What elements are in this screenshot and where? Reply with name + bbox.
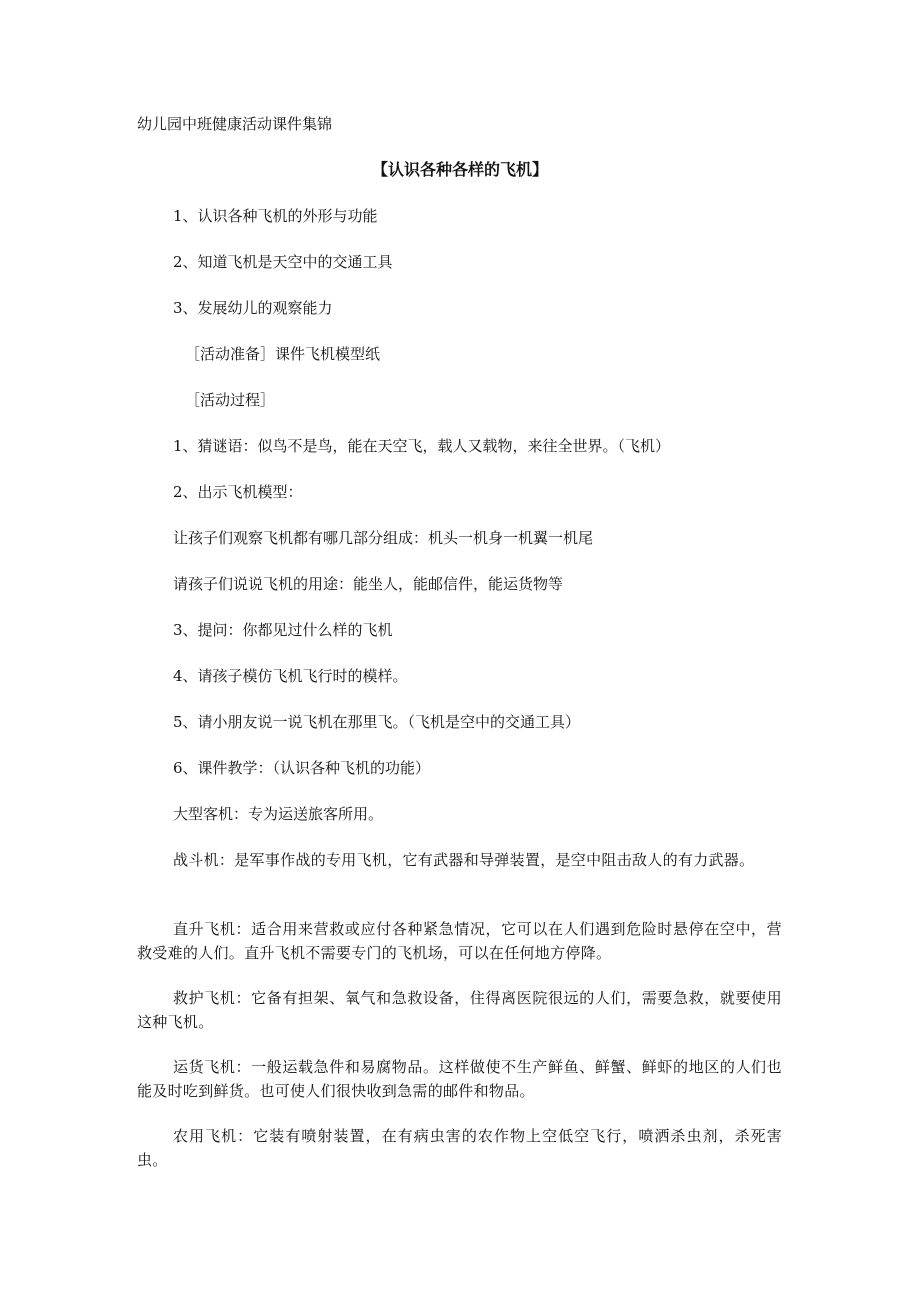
helicopter-paragraph: 直升飞机：适合用来营救或应付各种紧急情况，它可以在人们遇到危险时悬停在空中，营救受难的人们。直升飞机不需要专门的飞机场，可以在任何地方停降。	[137, 920, 782, 962]
goal-1: 1、认识各种飞机的外形与功能	[173, 207, 378, 225]
goal-2: 2、知道飞机是天空中的交通工具	[173, 253, 393, 271]
ambulance-plane-paragraph: 救护飞机：它备有担架、氧气和急救设备，住得离医院很远的人们，需要急救，就要使用这种飞机。	[137, 989, 782, 1031]
step-6-courseware: 6、课件教学：（认识各种飞机的功能）	[173, 759, 431, 777]
step-5-where: 5、请小朋友说一说飞机在那里飞。（飞机是空中的交通工具）	[173, 713, 581, 731]
step-2-model: 2、出示飞机模型：	[173, 483, 303, 501]
step-4-imitate: 4、请孩子模仿飞机飞行时的模样。	[173, 667, 408, 685]
document-title: 幼儿园中班健康活动课件集锦	[137, 115, 333, 133]
activity-preparation: ［活动准备］课件飞机模型纸	[185, 345, 381, 363]
cargo-plane-paragraph: 运货飞机：一般运载急件和易腐物品。这样做使不生产鲜鱼、鲜蟹、鲜虾的地区的人们也能及时吃到鲜货。也可使人们很快收到急需的邮件和物品。	[137, 1058, 782, 1100]
activity-process-label: ［活动过程］	[185, 391, 276, 409]
discuss-uses: 请孩子们说说飞机的用途：能坐人，能邮信件，能运货物等	[173, 575, 564, 593]
step-1-riddle: 1、猜谜语：似鸟不是鸟，能在天空飞，载人又载物，来往全世界。（飞机）	[173, 437, 671, 455]
fighter-plane-paragraph: 战斗机：是军事作战的专用飞机，它有武器和导弹装置，是空中阻击敌人的有力武器。	[173, 851, 755, 869]
step-3-question: 3、提问：你都见过什么样的飞机	[173, 621, 393, 639]
observe-parts: 让孩子们观察飞机都有哪几部分组成：机头一机身一机翼一机尾	[173, 529, 594, 547]
lesson-heading: 【认识各种各样的飞机】	[371, 160, 548, 179]
passenger-plane: 大型客机：专为运送旅客所用。	[173, 805, 384, 823]
goal-3: 3、发展幼儿的观察能力	[173, 299, 333, 317]
agricultural-plane-paragraph: 农用飞机：它装有喷射装置，在有病虫害的农作物上空低空飞行，喷洒杀虫剂，杀死害虫。	[137, 1127, 782, 1169]
